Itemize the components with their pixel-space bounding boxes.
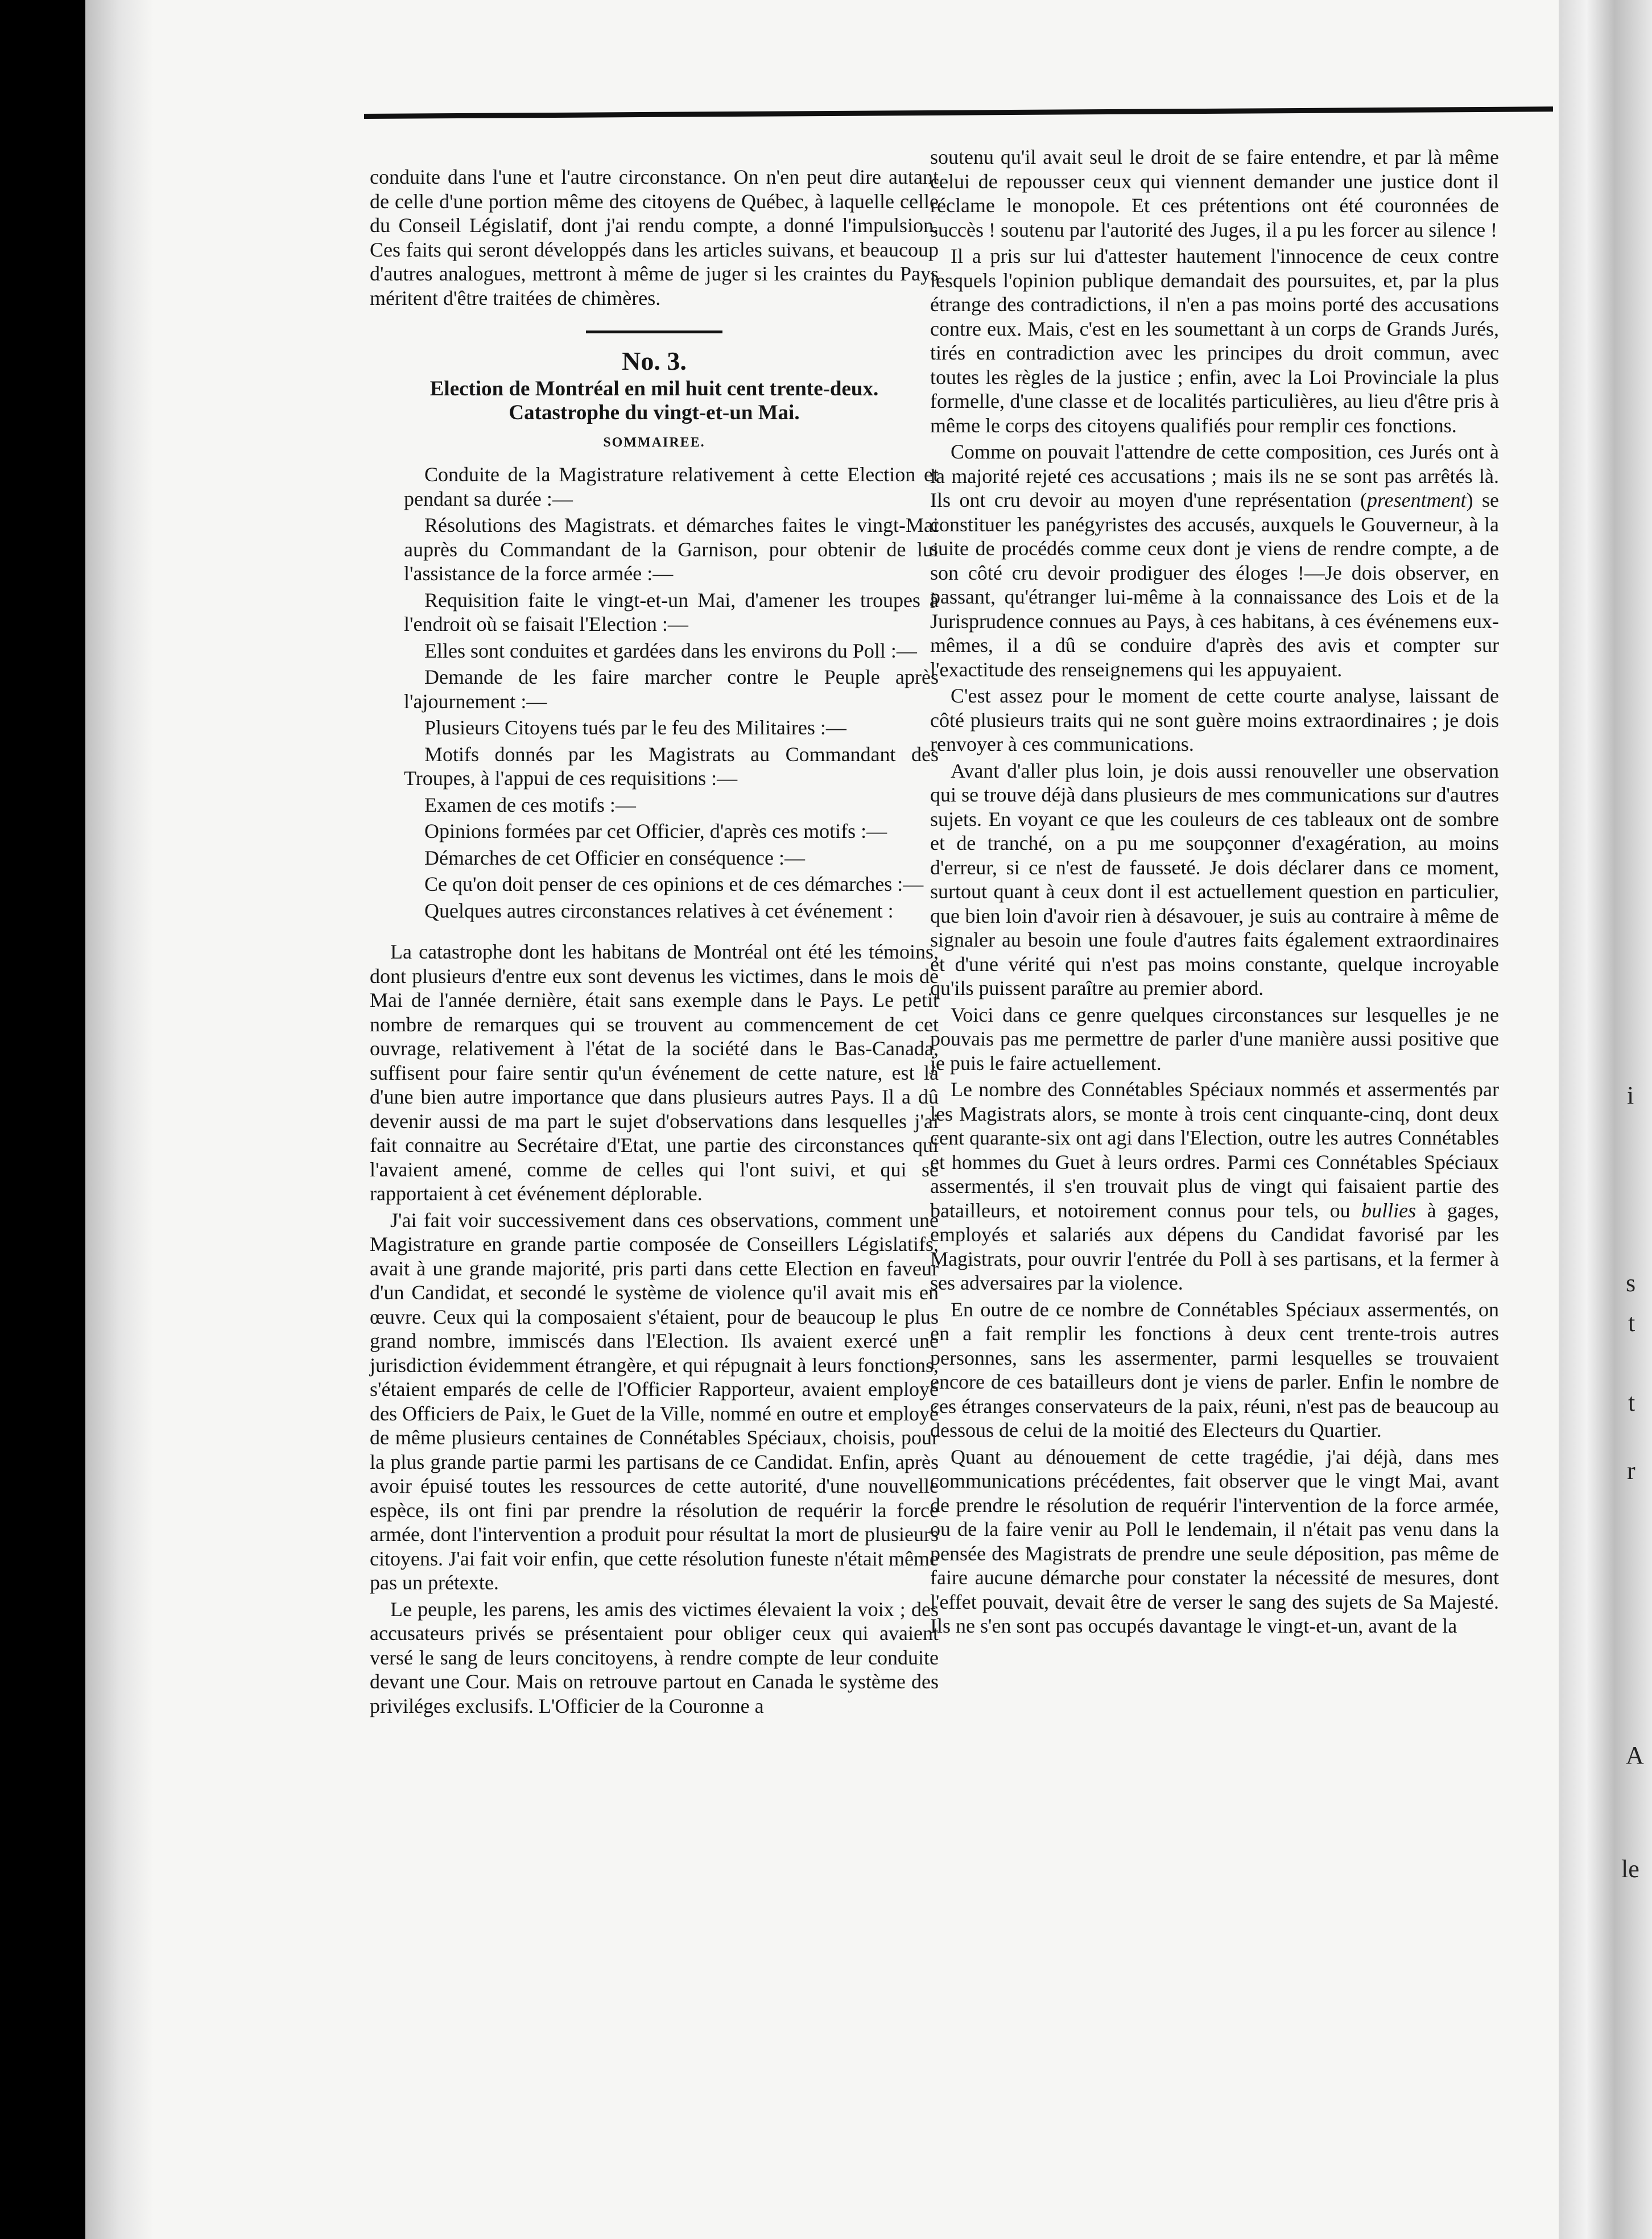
summary-item: Elles sont conduites et gardées dans les environs du Poll :— bbox=[424, 639, 917, 662]
summary-item: Motifs donnés par les Magistrats au Commandant des Troupes, à l'appui de ces requisitions :— bbox=[404, 742, 939, 790]
adjacent-page-glyph: i bbox=[1627, 1081, 1634, 1109]
adjacent-page-glyph: r bbox=[1627, 1457, 1636, 1485]
body-paragraph: C'est assez pour le moment de cette courte analyse, laissant de côté plusieurs traits qui ne sont guère moins extraordinaires ; je dois renvoyer à ces communications. bbox=[930, 684, 1499, 755]
body-paragraph: Voici dans ce genre quelques circonstances sur lesquelles je ne pouvais pas me permettre de parler d'une manière aussi positive que je puis le faire actuellement. bbox=[930, 1003, 1499, 1075]
summary-list bbox=[370, 462, 939, 923]
section-divider bbox=[586, 331, 722, 333]
summary-item: Résolutions des Magistrats. et démarches faites le vingt-Mai auprès du Commandant de la Garnison, pour obtenir de lui l'assistance de la force armée :— bbox=[404, 514, 939, 585]
summary-heading: SOMMAIREE. bbox=[603, 435, 705, 450]
section-title-line: Catastrophe du vingt-et-un Mai. bbox=[509, 400, 800, 424]
body-paragraph: Avant d'aller plus loin, je dois aussi renouveller une observation qui se trouve déjà dans plusieurs de mes communications sur d'autres sujets. En voyant ce que les couleurs de ces tableaux ont de sombre et de tranché, on a pu me soupçonner d'exagération, au moins d'erreur, si ce n'est de fausseté. Je dois déclarer dans ce moment, surtout quant à ceux dont il est actuellement question en particulier, que bien loin d'avoir rien à désavouer, je suis au contraire à même de signaler au besoin une foule d'autres faits également extraordinaires et d'une vérité qui n'est pas moins constante, quelque incroyable qu'ils puissent paraître au premier abord. bbox=[930, 759, 1499, 999]
adjacent-page-glyph: t bbox=[1628, 1309, 1636, 1337]
document-page bbox=[85, 0, 1559, 2239]
summary-item: Conduite de la Magistrature relativement à cette Election et pendant sa durée :— bbox=[404, 463, 939, 510]
body-paragraph: Quant au dénouement de cette tragédie, j'ai déjà, dans mes communications précédentes, fait observer que le vingt Mai, avant de prendre le résolution de requérir l'intervention de la force armée, ou de la faire venir au Poll le lendemain, il n'était pas venu dans la pensée des Magistrats de prendre une seule déposition, pas même de faire aucune démarche pour constater la nécessité de mesures, dont l'effet pouvait, devait être de verser le sang des sujets de Sa Majesté. Ils ne s'en sont pas occupés davantage le vingt-et-un, avant de la bbox=[930, 1445, 1499, 1637]
body-paragraph: En outre de ce nombre de Connétables Spéciaux assermentés, on en a fait remplir les fonctions à deux cent trente-trois autres personnes, sans les assermenter, parmi lesquelles se trouvaient encore de ces batailleurs dont je viens de parler. Enfin le nombre de ces étranges conservateurs de la paix, réuni, n'est pas de beaucoup au dessous de celui de la moitié des Electeurs du Quartier. bbox=[930, 1298, 1499, 1441]
body-paragraph: Le peuple, les parens, les amis des victimes élevaient la voix ; des accusateurs privés se présentaient pour obliger ceux qui avaient versé le sang de leurs concitoyens, à rendre compte de leur conduite devant une Cour. Mais on retrouve partout en Canada le système des priviléges exclusifs. L'Officier de la Couronne a bbox=[370, 1597, 939, 1717]
summary-item: Démarches de cet Officier en conséquence :— bbox=[424, 846, 806, 869]
summary-item: Ce qu'on doit penser de ces opinions et de ces démarches :— bbox=[424, 873, 924, 895]
adjacent-page-glyph: le bbox=[1621, 1855, 1639, 1883]
section-number: No. 3. bbox=[622, 346, 687, 375]
left-column bbox=[370, 165, 939, 1720]
adjacent-page-glyph: A bbox=[1626, 1741, 1644, 1769]
summary-item: Plusieurs Citoyens tués par le feu des Militaires :— bbox=[424, 716, 846, 739]
scan-left-border bbox=[0, 0, 85, 2239]
adjacent-page-glyph: s bbox=[1626, 1269, 1636, 1297]
summary-item: Requisition faite le vingt-et-un Mai, d'amener les troupes à l'endroit où se faisait l'Election :— bbox=[404, 588, 939, 635]
right-column bbox=[930, 145, 1499, 1641]
summary-item: Examen de ces motifs :— bbox=[424, 793, 636, 816]
section-title bbox=[370, 377, 939, 425]
summary-item: Demande de les faire marcher contre le Peuple après l'ajournement :— bbox=[404, 666, 939, 713]
body-paragraph: Il a pris sur lui d'attester hautement l'innocence de ceux contre lesquels l'opinion publique demandait des poursuites, et, par la plus étrange des contradictions, il n'en a pas moins porté des accusations contre eux. Mais, c'est en les soumettant à un corps de Grands Jurés, tirés en contradiction avec les principes du droit commun, avec toutes les règles de la justice ; enfin, avec la Loi Provinciale la plus formelle, d'une classe et de localités particulières, au lieu d'être pris à même le corps des citoyens qualifiés pour remplir ces fonctions. bbox=[930, 245, 1499, 437]
body-paragraph: La catastrophe dont les habitans de Montréal ont été les témoins, dont plusieurs d'entre eux sont devenus les victimes, dans le mois de Mai de l'année dernière, était sans exemple dans le Pays. Le petit nombre de remarques qui se trouvent au commencement de cet ouvrage, relativement à l'état de la société dans le Bas-Canada, suffisent pour faire sentir qu'un événement de cette nature, est là d'une bien autre importance que dans plusieurs autres Pays. Il a dû devenir aussi de ma part le sujet d'observations dans lesquelles j'ai fait connaitre au Secrétaire d'Etat, une partie des circonstances qui l'avaient amené, comme de celles qui l'ont suivi, et qui se rapportaient à cet événement déplorable. bbox=[370, 940, 939, 1205]
section-title-line: Election de Montréal en mil huit cent trente-deux. bbox=[429, 377, 879, 400]
body-paragraph: Comme on pouvait l'attendre de cette composition, ces Jurés ont à la majorité rejeté ces accusations ; mais ils ne se sont pas arrêtés là. Ils ont cru devoir au moyen d'une représentation (presentment) se constituer les panégyristes des accusés, auxquels le Gouverneur, à la suite de procédés comme ceux dont je viens de rendre compte, a de son côté cru devoir prodiguer des éloges !—Je dois observer, en passant, qu'étranger lui-même à la connaissance des Lois et de la Jurisprudence connues au Pays, à ces habitans, à ces événemens eux-mêmes, il a dû se conduire d'après des avis et compter sur l'exactitude des renseignemens qui les appuyaient. bbox=[930, 440, 1499, 681]
intro-paragraph: conduite dans l'une et l'autre circonstance. On n'en peut dire autant de celle d'une portion même des citoyens de Québec, à laquelle celle du Conseil Législatif, dont j'ai rendu compte, a donné l'impulsion. Ces faits qui seront développés dans les articles suivans, et beaucoup d'autres analogues, mettront à même de juger si les craintes du Pays méritent d'être traitées de chimères. bbox=[370, 166, 939, 309]
adjacent-page-glyph: t bbox=[1628, 1389, 1636, 1416]
adjacent-page-strip bbox=[1559, 0, 1652, 2239]
body-paragraph: Le nombre des Connétables Spéciaux nommés et assermentés par les Magistrats alors, se monte à trois cent cinquante-cinq, dont deux cent quarante-six ont agi dans l'Election, outre les autres Connétables et hommes du Guet à leurs ordres. Parmi ces Connétables Spéciaux assermentés, il s'en trouvait plus de vingt qui faisaient partie des batailleurs, et notoirement connus pour tels, ou bullies à gages, employés et salariés aux dépens du Candidat favorisé par les Magistrats, pour ouvrir l'entrée du Poll à ses partisans, et la fermer à ses adversaires par la violence. bbox=[930, 1078, 1500, 1294]
body-paragraph: J'ai fait voir successivement dans ces observations, comment une Magistrature en grande partie composée de Conseillers Législatifs, avait à une grande majorité, pris parti dans cette Election en faveur d'un Candidat, et secondé le système de violence qu'il avait mis en œuvre. Ceux qui la composaient s'étaient, pour de beaucoup le plus grand nombre, immiscés dans l'Election. Ils avaient exercé une jurisdiction évidemment étrangère, et qui répugnait à leurs fonctions, s'étaient emparés de celle de l'Officier Rapporteur, avaient employé des Officiers de Paix, le Guet de la Ville, nommé en outre et employé de même plusieurs centaines de Connétables Spéciaux, choisis, pour la plus grande partie parmi les partisans de ce Candidat. Enfin, après avoir épuisé toutes les ressources de cette autorité, d'une nouvelle espèce, ils ont fini par prendre la résolution de requérir la force armée, dont l'intervention a produit pour résultat la mort de plusieurs citoyens. J'ai fait voir enfin, que cette résolution funeste n'était même pas un prétexte. bbox=[370, 1208, 939, 1594]
body-paragraph: soutenu qu'il avait seul le droit de se faire entendre, et par là même celui de repousser ceux qui viennent demander une justice dont il réclame le monopole. Et ces prétentions ont été couronnées de succès ! soutenu par l'autorité des Juges, il a pu les forcer au silence ! bbox=[930, 146, 1499, 241]
summary-item: Quelques autres circonstances relatives à cet événement : bbox=[424, 899, 894, 922]
page-fold-shadow bbox=[85, 0, 154, 2239]
summary-item: Opinions formées par cet Officier, d'après ces motifs :— bbox=[424, 820, 887, 842]
header-rule bbox=[364, 106, 1553, 119]
